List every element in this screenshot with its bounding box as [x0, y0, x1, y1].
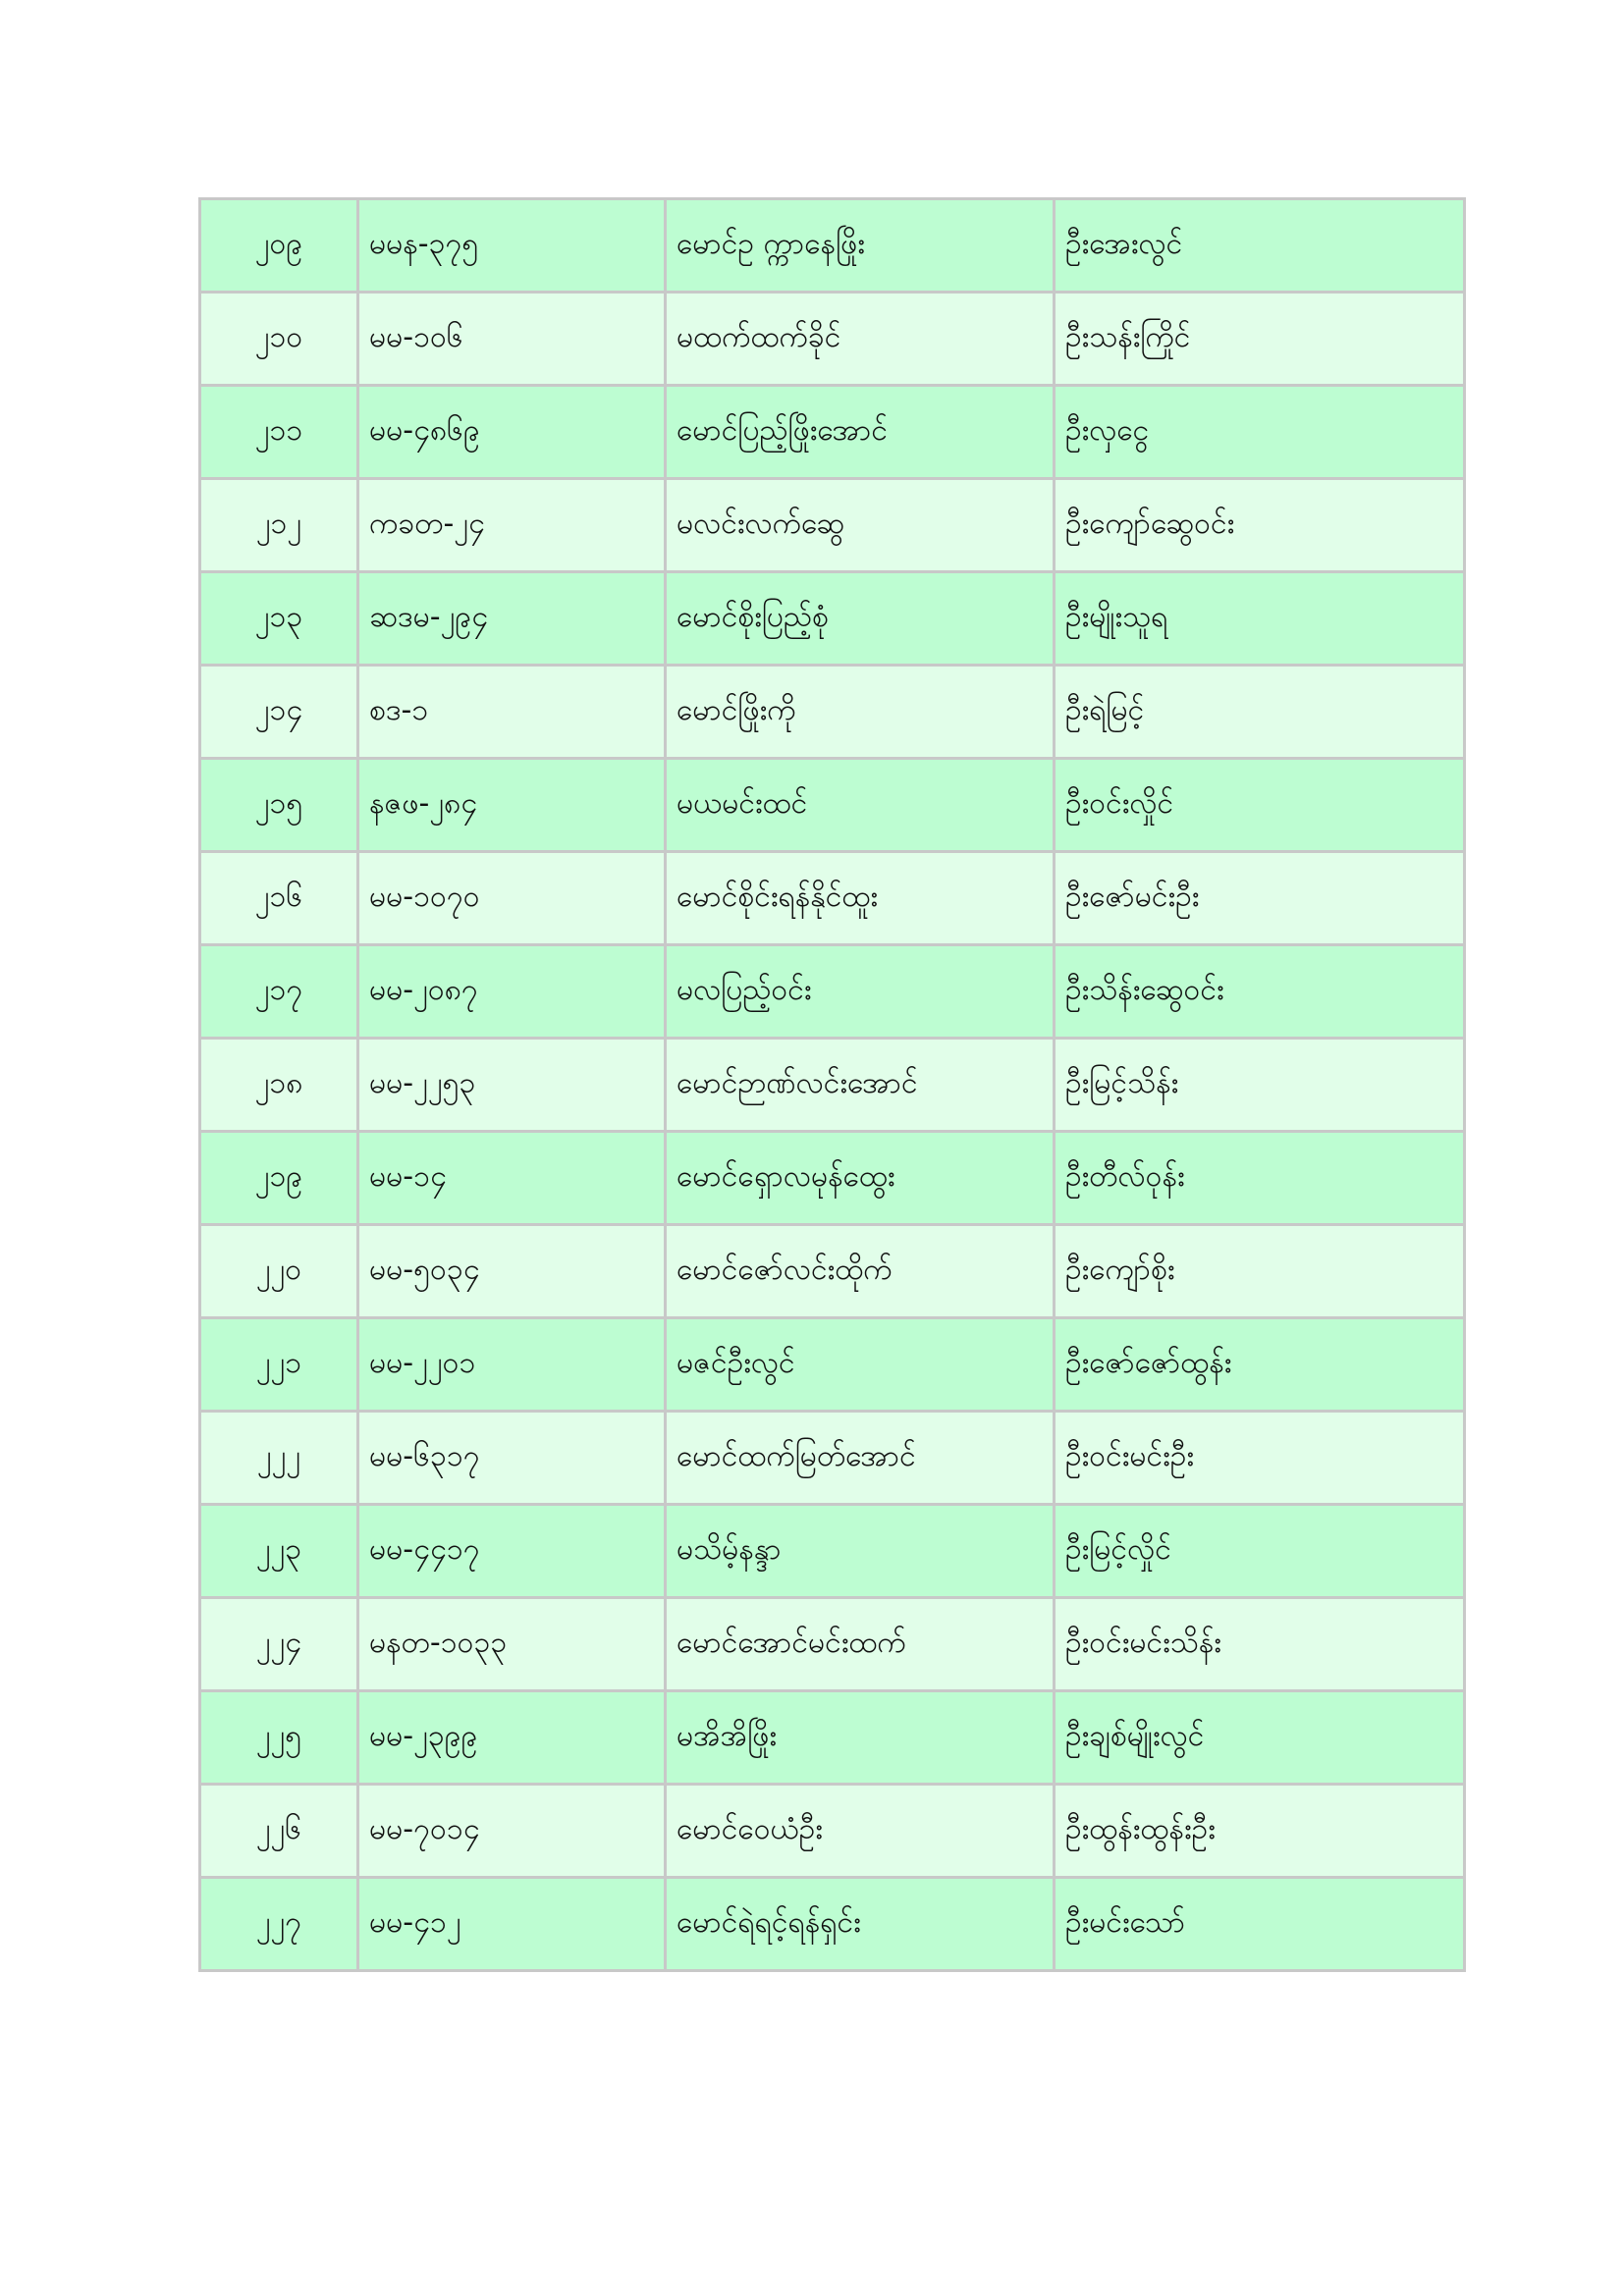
serial-number-cell: ၂၁၈: [200, 1039, 358, 1132]
father-name-cell: ဦးချစ်မျိုးလွင်: [1055, 1691, 1465, 1785]
table-row: [200, 293, 1465, 386]
father-name-cell: ဦးထွန်းထွန်းဦး: [1055, 1785, 1465, 1878]
student-name-cell: မအိအိဖြိုး: [666, 1691, 1055, 1785]
table-row: [200, 1318, 1465, 1412]
id-number-cell: မမ-၆၃၁၇: [358, 1412, 666, 1505]
table-row: [200, 1878, 1465, 1971]
id-number-cell: မမ-၁၀၇၀: [358, 852, 666, 945]
table-row: [200, 1505, 1465, 1598]
serial-number-cell: ၂၀၉: [200, 199, 358, 293]
student-name-cell: မယမင်းထင်: [666, 759, 1055, 852]
father-name-cell: ဦးဝင်းလှိုင်: [1055, 759, 1465, 852]
student-name-cell: မောင်ဉာဏ်လင်းအောင်: [666, 1039, 1055, 1132]
table-row: [200, 945, 1465, 1039]
table-row: [200, 1691, 1465, 1785]
student-name-cell: မောင်ပြည့်ဖြိုးအောင်: [666, 386, 1055, 479]
father-name-cell: ဦးဝင်းမင်းသိန်း: [1055, 1598, 1465, 1691]
id-number-cell: မမ-၂၃၉၉: [358, 1691, 666, 1785]
table-row: [200, 666, 1465, 759]
serial-number-cell: ၂၁၄: [200, 666, 358, 759]
table-row: [200, 759, 1465, 852]
father-name-cell: ဦးဇော်မင်းဦး: [1055, 852, 1465, 945]
father-name-cell: ဦးမင်းသော်: [1055, 1878, 1465, 1971]
father-name-cell: ဦးသိန်းဆွေဝင်း: [1055, 945, 1465, 1039]
student-name-cell: မောင်ရဲရင့်ရန်ရှင်း: [666, 1878, 1055, 1971]
father-name-cell: ဦးကျော်စိုး: [1055, 1225, 1465, 1318]
table-row: [200, 199, 1465, 293]
id-number-cell: ဆဒမ-၂၉၄: [358, 572, 666, 666]
father-name-cell: ဦးကျော်ဆွေဝင်း: [1055, 479, 1465, 572]
table-row: [200, 852, 1465, 945]
table-row: [200, 1039, 1465, 1132]
table-row: [200, 1785, 1465, 1878]
student-name-cell: မောင်စိုးပြည့်စုံ: [666, 572, 1055, 666]
serial-number-cell: ၂၂၂: [200, 1412, 358, 1505]
student-name-cell: မောင်စိုင်းရန်နိုင်ထူး: [666, 852, 1055, 945]
id-number-cell: မမ-၂၂၅၃: [358, 1039, 666, 1132]
id-number-cell: မမ-၄၄၁၇: [358, 1505, 666, 1598]
id-number-cell: ကခတ-၂၄: [358, 479, 666, 572]
id-number-cell: မမ-၁၀၆: [358, 293, 666, 386]
serial-number-cell: ၂၂၅: [200, 1691, 358, 1785]
father-name-cell: ဦးမြင့်လှိုင်: [1055, 1505, 1465, 1598]
student-name-cell: မဇင်ဦးလွင်: [666, 1318, 1055, 1412]
id-number-cell: စဒ-၁: [358, 666, 666, 759]
table-row: [200, 1132, 1465, 1225]
id-number-cell: နဇဖ-၂၈၄: [358, 759, 666, 852]
student-name-cell: မောင်ထက်မြတ်အောင်: [666, 1412, 1055, 1505]
id-number-cell: မမန-၃၇၅: [358, 199, 666, 293]
father-name-cell: ဦးဝင်းမင်းဦး: [1055, 1412, 1465, 1505]
serial-number-cell: ၂၁၉: [200, 1132, 358, 1225]
student-name-cell: မထက်ထက်ခိုင်: [666, 293, 1055, 386]
id-number-cell: မမ-၅၀၃၄: [358, 1225, 666, 1318]
serial-number-cell: ၂၁၃: [200, 572, 358, 666]
table-row: [200, 386, 1465, 479]
id-number-cell: မမ-၁၄: [358, 1132, 666, 1225]
father-name-cell: ဦးအေးလွင်: [1055, 199, 1465, 293]
register-table: [198, 197, 1466, 1972]
student-name-cell: မသိမ့်နန္ဒာ: [666, 1505, 1055, 1598]
table-row: [200, 572, 1465, 666]
father-name-cell: ဦးလှငွေ: [1055, 386, 1465, 479]
father-name-cell: ဦးသန်းကြိုင်: [1055, 293, 1465, 386]
father-name-cell: ဦးမြင့်သိန်း: [1055, 1039, 1465, 1132]
serial-number-cell: ၂၁၀: [200, 293, 358, 386]
father-name-cell: ဦးဇော်ဇော်ထွန်း: [1055, 1318, 1465, 1412]
serial-number-cell: ၂၂၁: [200, 1318, 358, 1412]
serial-number-cell: ၂၂၀: [200, 1225, 358, 1318]
student-name-cell: မလင်းလက်ဆွေ: [666, 479, 1055, 572]
id-number-cell: မမ-၂၂၀၁: [358, 1318, 666, 1412]
father-name-cell: ဦးမျိုးသူရ: [1055, 572, 1465, 666]
student-name-cell: မောင်ရှောလမုန်ထွေး: [666, 1132, 1055, 1225]
table-row: [200, 1225, 1465, 1318]
student-name-cell: မောင်ဥ က္ကာနေဖြိုး: [666, 199, 1055, 293]
serial-number-cell: ၂၁၁: [200, 386, 358, 479]
student-name-cell: မောင်ဖြိုးကို: [666, 666, 1055, 759]
table-row: [200, 1412, 1465, 1505]
serial-number-cell: ၂၂၃: [200, 1505, 358, 1598]
student-name-cell: မောင်အောင်မင်းထက်: [666, 1598, 1055, 1691]
father-name-cell: ဦးတီလ်ဝုန်း: [1055, 1132, 1465, 1225]
serial-number-cell: ၂၁၆: [200, 852, 358, 945]
table-row: [200, 479, 1465, 572]
student-name-cell: မောင်ဇော်လင်းထိုက်: [666, 1225, 1055, 1318]
serial-number-cell: ၂၁၇: [200, 945, 358, 1039]
serial-number-cell: ၂၂၇: [200, 1878, 358, 1971]
id-number-cell: မမ-၇၀၁၄: [358, 1785, 666, 1878]
serial-number-cell: ၂၁၂: [200, 479, 358, 572]
id-number-cell: မမ-၄၈၆၉: [358, 386, 666, 479]
id-number-cell: မနတ-၁၀၃၃: [358, 1598, 666, 1691]
id-number-cell: မမ-၂၀၈၇: [358, 945, 666, 1039]
father-name-cell: ဦးရဲမြင့်: [1055, 666, 1465, 759]
id-number-cell: မမ-၄၁၂: [358, 1878, 666, 1971]
serial-number-cell: ၂၂၆: [200, 1785, 358, 1878]
serial-number-cell: ၂၂၄: [200, 1598, 358, 1691]
student-name-cell: မောင်ဝေယံဦး: [666, 1785, 1055, 1878]
student-name-cell: မလပြည့်ဝင်း: [666, 945, 1055, 1039]
table-row: [200, 1598, 1465, 1691]
serial-number-cell: ၂၁၅: [200, 759, 358, 852]
